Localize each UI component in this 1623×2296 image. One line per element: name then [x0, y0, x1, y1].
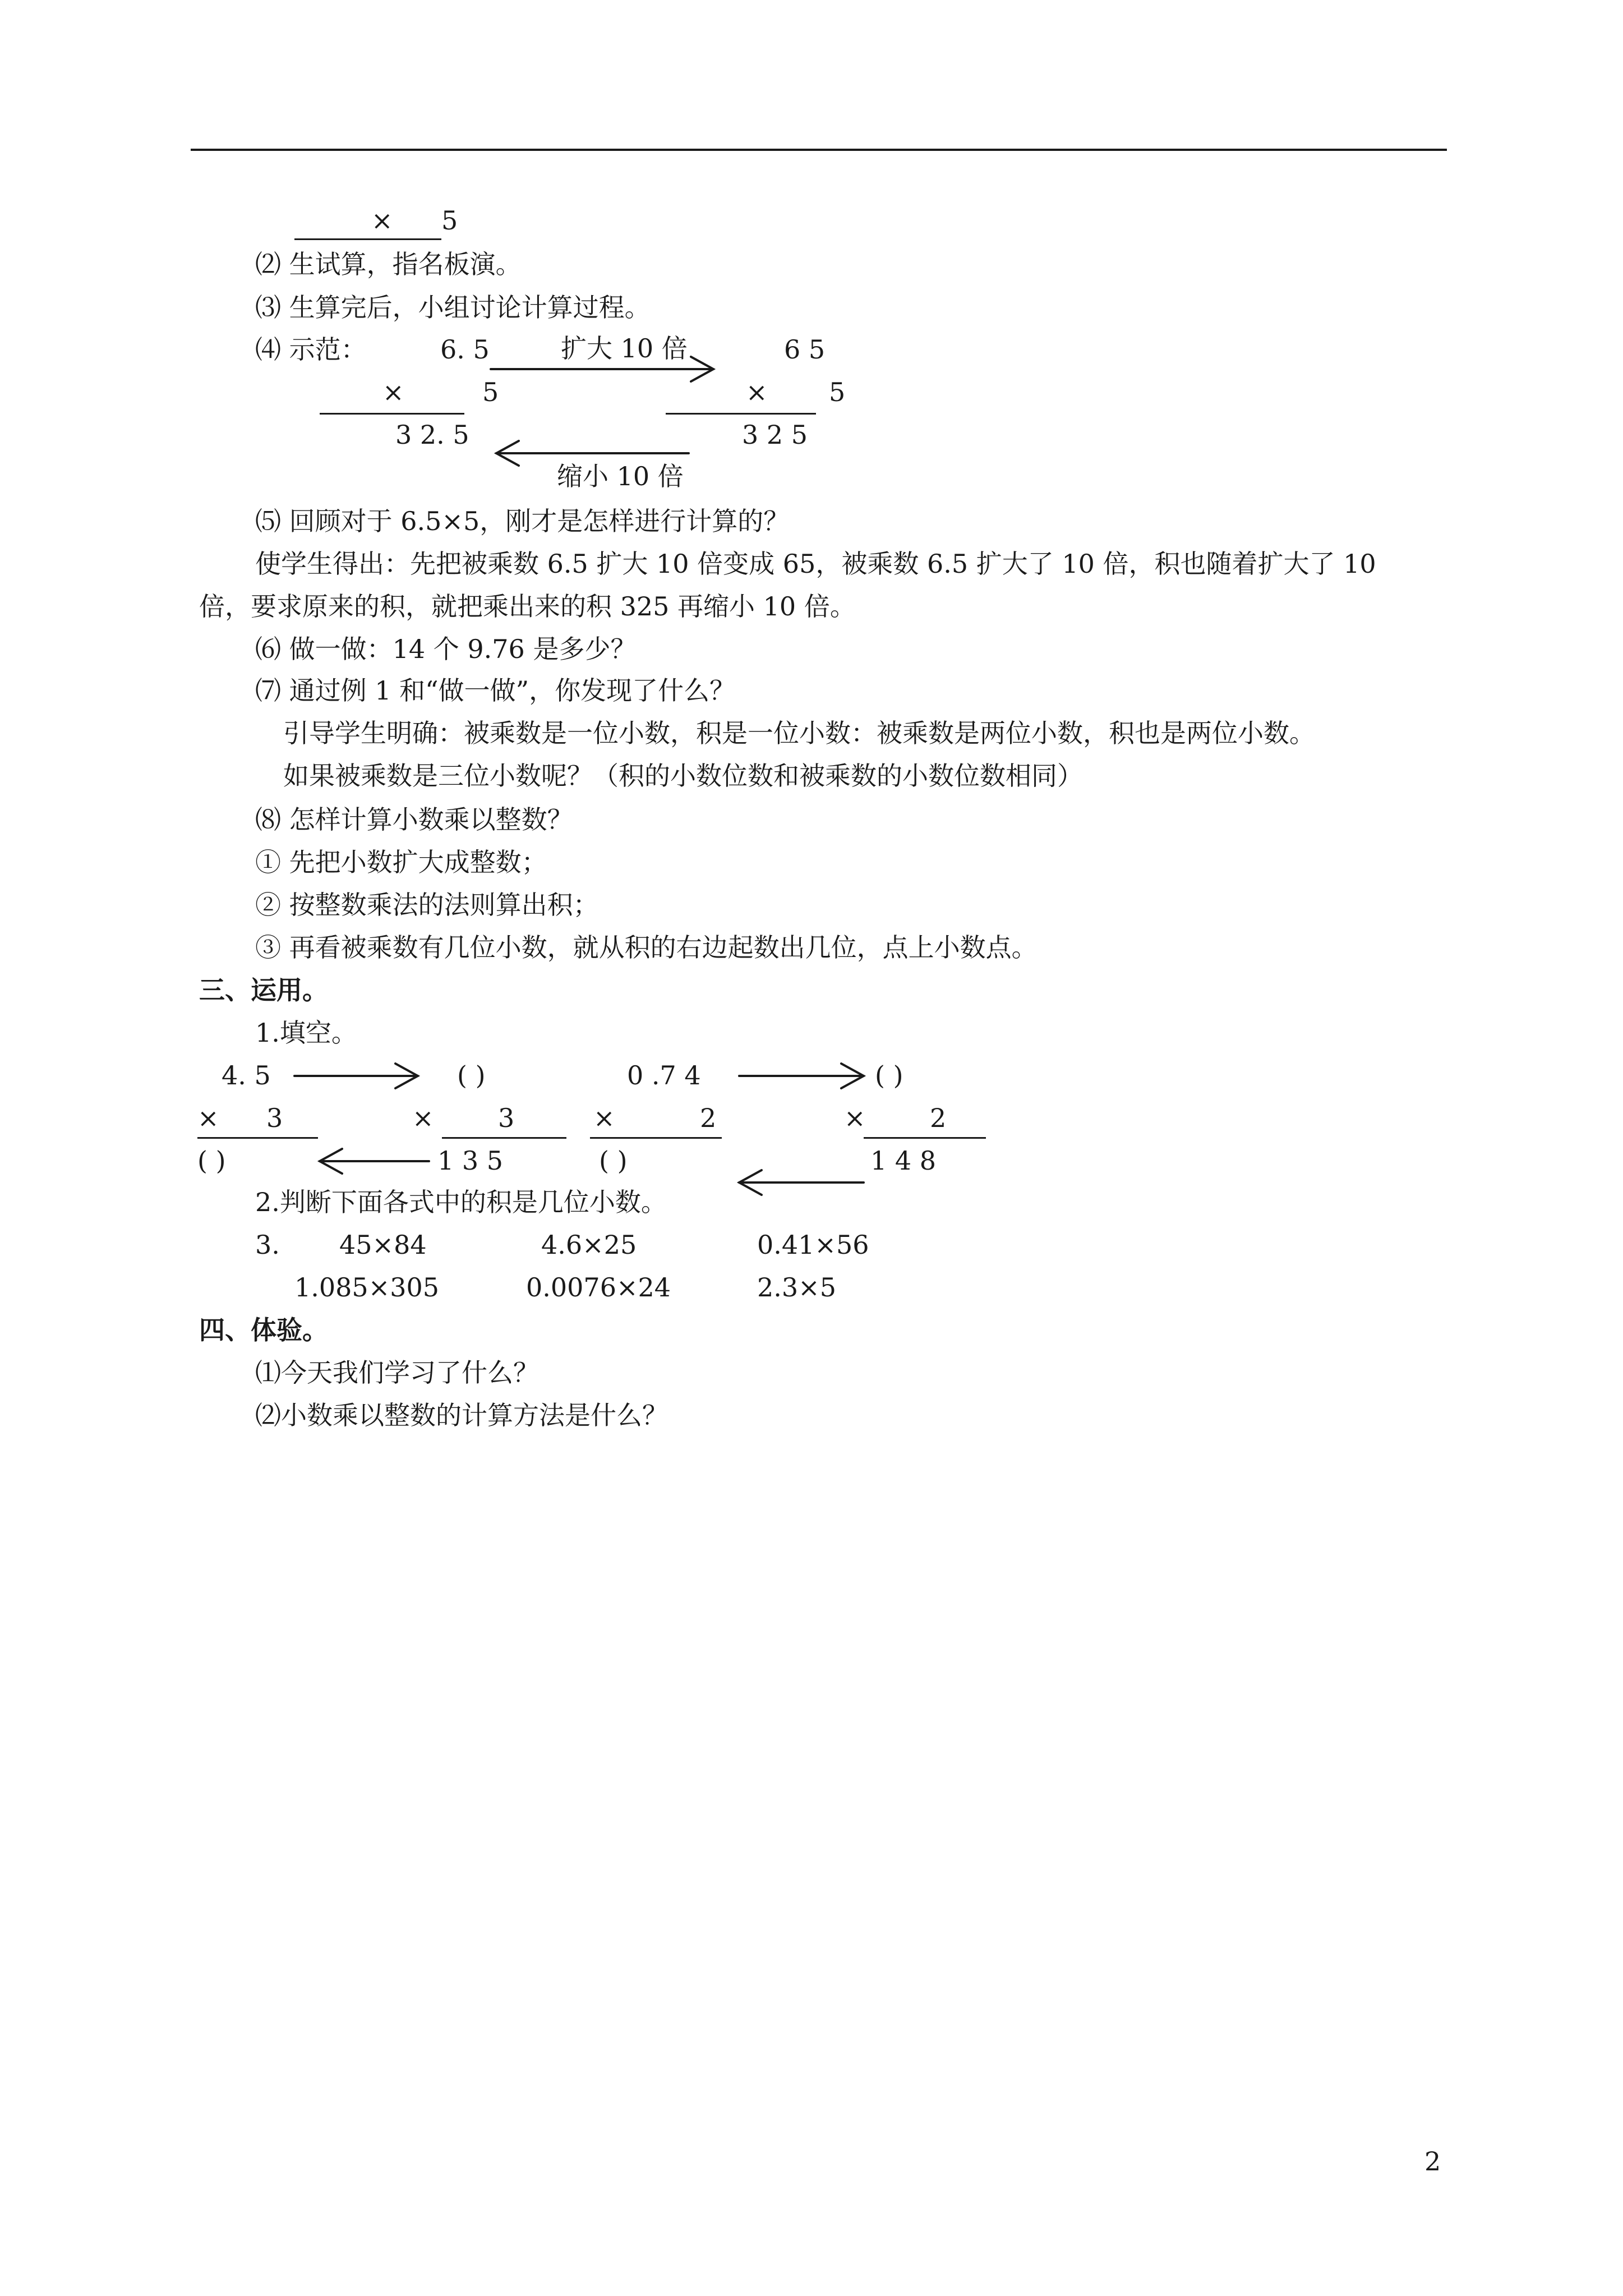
ex2-top: 0 .7 4	[627, 1060, 701, 1091]
q3-item-1: 45×84	[339, 1230, 427, 1260]
rule-3: ③ 再看被乘数有几位小数，就从积的右边起数出几位，点上小数点。	[255, 932, 1038, 963]
step-6: ⑹ 做一做：14 个 9.76 是多少？	[255, 634, 637, 664]
ex1-result: 1 3 5	[437, 1145, 504, 1176]
rule-1: ① 先把小数扩大成整数；	[255, 847, 547, 877]
page-number: 2	[1424, 2146, 1441, 2177]
ex2-blank-bottom: ( )	[599, 1145, 628, 1176]
ex2-mult: 2	[700, 1103, 717, 1133]
section-4-title: 四、体验。	[199, 1315, 328, 1345]
step-7: ⑺ 通过例 1 和“做一做”，你发现了什么？	[255, 675, 736, 706]
step-4: ⑷ 示范：	[255, 334, 367, 365]
question-1: 1.填空。	[255, 1018, 357, 1048]
ex1-blank-top: ( )	[457, 1060, 486, 1091]
demo-b-top: 6 5	[784, 334, 826, 365]
demo-a-times: ×	[382, 377, 404, 407]
demo-a-result: 3 2. 5	[395, 420, 469, 450]
frag-times: ×	[371, 205, 393, 236]
step-8: ⑻ 怎样计算小数乘以整数？	[255, 804, 573, 835]
ex1-blank-bottom: ( )	[197, 1145, 226, 1176]
ex1-right-arrow	[294, 1064, 418, 1088]
ex2-left-arrow	[739, 1170, 864, 1195]
demo-a-top: 6. 5	[440, 334, 490, 365]
q3-item-6: 2.3×5	[757, 1272, 836, 1303]
step-2: ⑵ 生试算，指名板演。	[255, 249, 522, 279]
question-3-number: 3.	[255, 1230, 280, 1260]
q3-item-4: 1.085×305	[294, 1272, 440, 1303]
demo-shrink-label: 缩小 10 倍	[557, 461, 684, 491]
step-3: ⑶ 生算完后，小组讨论计算过程。	[255, 292, 651, 323]
demo-a-five: 5	[482, 377, 499, 407]
section-4-item-1: ⑴今天我们学习了什么？	[255, 1358, 539, 1388]
ex1-mult: 3	[266, 1103, 283, 1133]
step-7-para-2: 如果被乘数是三位小数呢？（积的小数位数和被乘数的小数位数相同）	[283, 761, 1083, 791]
step-5-para-1: 使学生得出：先把被乘数 6.5 扩大 10 倍变成 65，被乘数 6.5 扩大了 10 倍，积也随着扩大了 10	[255, 549, 1376, 579]
demo-b-five: 5	[829, 377, 846, 407]
section-3-title: 三、运用。	[199, 975, 328, 1005]
ex2-times: ×	[593, 1103, 615, 1133]
ex1-times-2: ×	[412, 1103, 434, 1133]
ex2-times-2: ×	[844, 1103, 866, 1133]
ex1-top: 4. 5	[222, 1060, 271, 1091]
q3-item-2: 4.6×25	[541, 1230, 637, 1260]
rule-2: ② 按整数乘法的法则算出积；	[255, 890, 599, 920]
shrink-arrow	[496, 441, 689, 466]
step-7-para-1: 引导学生明确：被乘数是一位小数，积是一位小数：被乘数是两位小数，积也是两位小数。	[283, 718, 1315, 748]
demo-b-times: ×	[746, 377, 768, 407]
ex2-right-arrow	[739, 1064, 864, 1088]
ex2-result: 1 4 8	[870, 1145, 937, 1176]
ex1-left-arrow	[320, 1149, 429, 1174]
ex1-mult-2: 3	[498, 1103, 515, 1133]
demo-b-result: 3 2 5	[742, 420, 808, 450]
expand-arrow	[491, 357, 713, 381]
ex1-times: ×	[197, 1103, 219, 1133]
step-5: ⑸ 回顾对于 6.5×5，刚才是怎样进行计算的？	[255, 506, 790, 536]
section-4-item-2: ⑵小数乘以整数的计算方法是什么？	[255, 1400, 668, 1430]
q3-item-3: 0.41×56	[757, 1230, 869, 1260]
ex2-blank-top: ( )	[875, 1060, 903, 1091]
question-2: 2.判断下面各式中的积是几位小数。	[255, 1187, 667, 1217]
demo-expand-label: 扩大 10 倍	[561, 333, 688, 364]
frag-five: 5	[441, 205, 458, 236]
q3-item-5: 0.0076×24	[526, 1272, 671, 1303]
step-5-para-2: 倍，要求原来的积，就把乘出来的积 325 再缩小 10 倍。	[199, 591, 856, 622]
ex2-mult-2: 2	[930, 1103, 947, 1133]
